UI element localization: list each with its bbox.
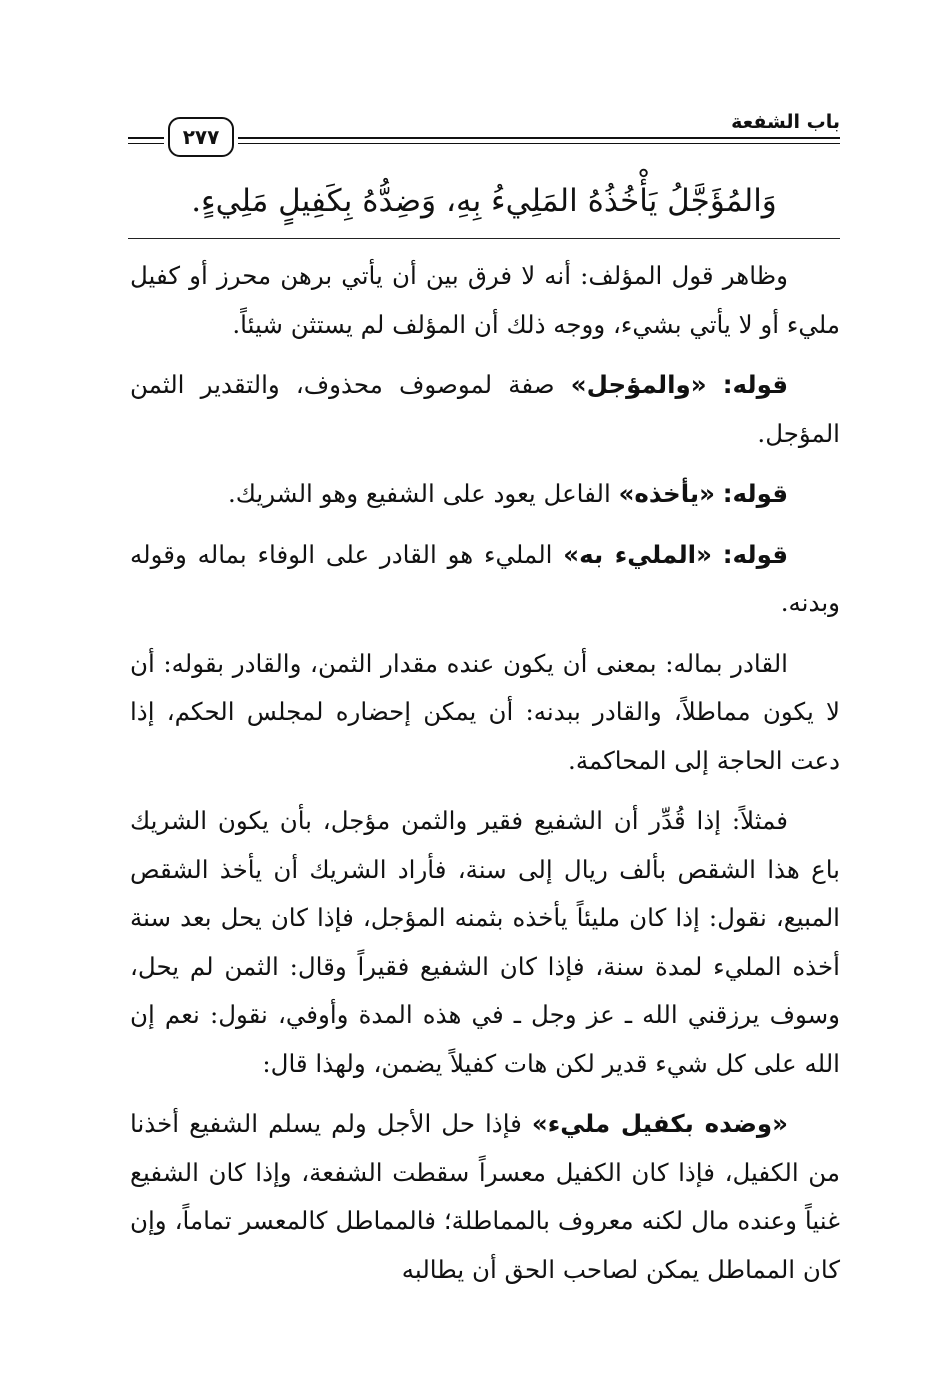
paragraph-6: فمثلاً: إذا قُدِّر أن الشفيع فقير والثمن مؤجل، بأن يكون الشريك باع هذا الشقص بألف ريال إلى سنة، فأراد الشريك أن يأخذ الشقص المبيع، نقول: إذا كان مليئاً يأخذه بثمنه المؤجل، فإذا كان يحل بعد سنة أخذه المليء لمدة سنة، فإذا كان الشفيع فقيراً وقال: الثمن لم يحل، وسوف يرزقني الله ـ عز وجل ـ في هذه المدة وأوفي، نقول: نعم إن الله على كل شيء قدير لكن هات كفيلاً يضمن، ولهذا قال:: [130, 806, 840, 1078]
quote-label: قوله:: [722, 370, 788, 399]
paragraph-4: [130, 531, 840, 628]
paragraph-text: الفاعل يعود على الشفيع وهو الشريك.: [227, 479, 619, 508]
paragraph-3: [130, 470, 840, 519]
quoted-term: «والمؤجل»: [570, 370, 707, 399]
paragraph-text: المليء هو القادر على الوفاء بماله وقوله وبدنه.: [130, 539, 840, 617]
paragraph-2: [130, 361, 840, 458]
paragraph-text: فإذا حل الأجل ولم يسلم الشفيع أخذنا من الكفيل، فإذا كان الكفيل معسراً سقطت الشفعة، وإذا كان الشفيع غنياً وعنده مال لكنه معروف بالمماطلة؛ فالمماطل كالمعسر تماماً، وإن كان المماطل يمكن لصاحب الحق أن يطالبه: [130, 1109, 840, 1284]
quoted-term: «المليء به»: [563, 539, 712, 569]
quote-label: قوله:: [722, 479, 788, 508]
header-rule: [238, 137, 840, 139]
running-title: باب الشفعة: [731, 111, 840, 133]
quote-label: قوله:: [722, 539, 788, 569]
paragraph-7: [130, 1100, 840, 1294]
paragraph-text: صفة لموصوف محذوف، والتقدير الثمن المؤجل.: [130, 370, 840, 448]
paragraph-5: القادر بماله: بمعنى أن يكون عنده مقدار الثمن، والقادر بقوله: أن لا يكون مماطلاً، والقادر ببدنه: أن يمكن إحضاره لمجلس الحكم، إذا دعت الحاجة إلى المحاكمة.: [130, 648, 840, 775]
quoted-term: «يأخذه»: [618, 479, 715, 508]
header-rule-thin: [238, 143, 840, 144]
quoted-term: «وضده بكفيل مليء»: [531, 1109, 788, 1138]
page-number: ٢٧٧: [168, 117, 234, 157]
header-rule-left: [128, 137, 164, 139]
matn-separator: [128, 238, 840, 239]
page-header: [128, 105, 840, 161]
matn-text: وَالمُؤَجَّلُ يَأْخُذُهُ المَلِيءُ بِهِ، وَضِدُّهُ بِكَفِيلٍ مَلِيءٍ.: [191, 183, 777, 219]
paragraph-1: وظاهر قول المؤلف: أنه لا فرق بين أن يأتي برهن محرز أو كفيل مليء أو لا يأتي بشيء، ووجه ذلك أن المؤلف لم يستثن شيئاً.: [130, 261, 840, 339]
header-rule-left-thin: [128, 143, 164, 144]
commentary: [130, 252, 840, 1306]
